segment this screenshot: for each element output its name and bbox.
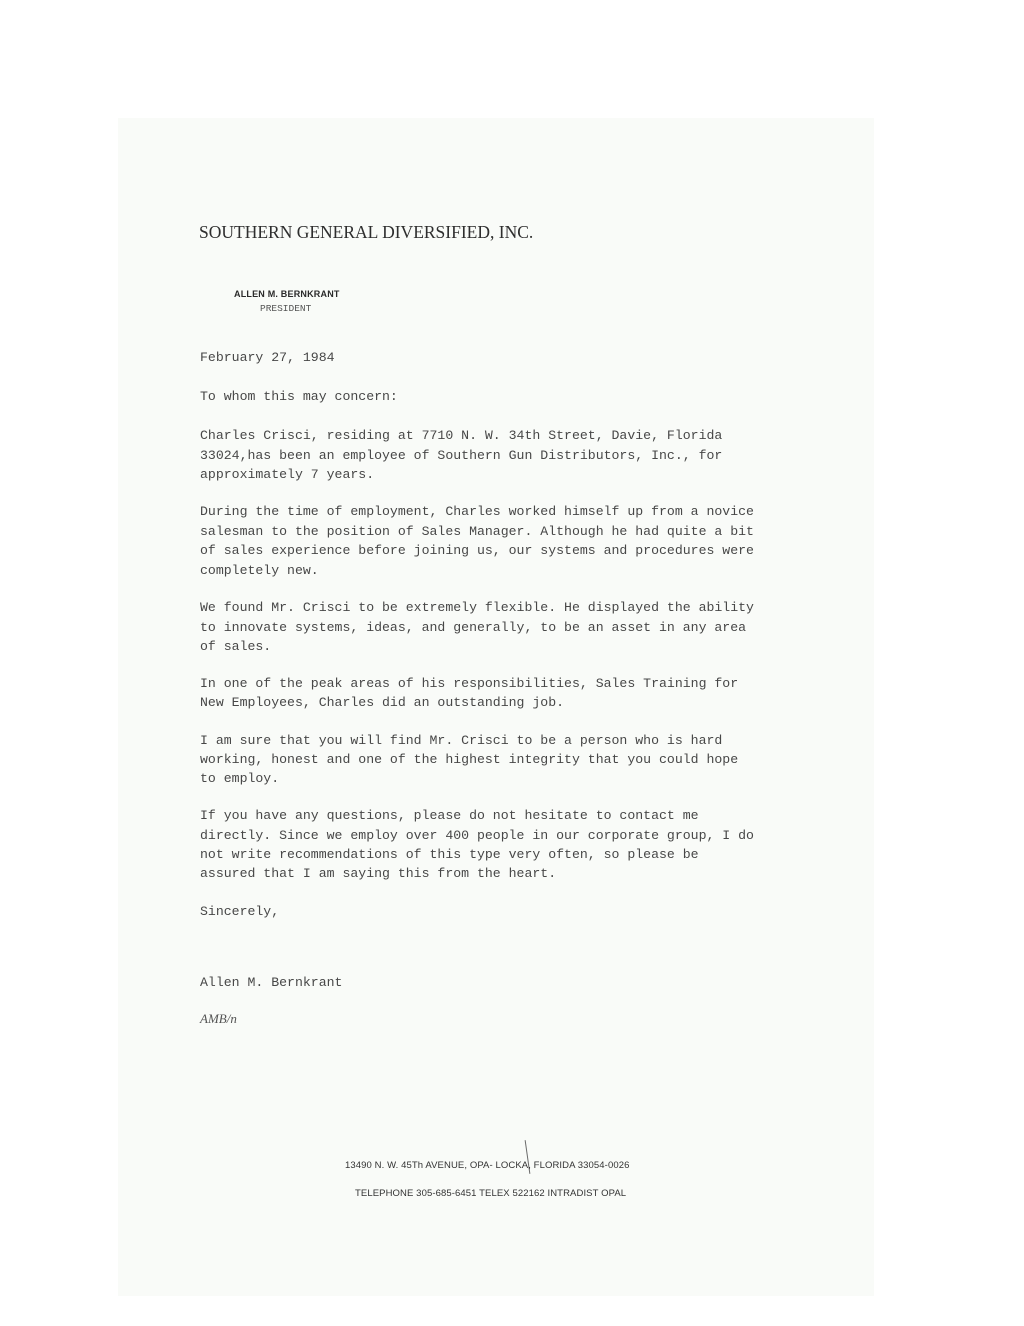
text-line: We found Mr. Crisci to be extremely flexible. He displayed the ability [200, 600, 754, 615]
text-line: I am sure that you will find Mr. Crisci to be a person who is hard [200, 733, 723, 748]
text-line: working, honest and one of the highest integrity that you could hope [200, 752, 739, 767]
footer-telephone: TELEPHONE 305-685-6451 TELEX 522162 INTRADIST OPAL [355, 1188, 627, 1199]
president-title: PRESIDENT [260, 303, 312, 314]
signature-name: Allen M. Bernkrant [200, 975, 343, 990]
closing: Sincerely, [200, 904, 280, 919]
text-line: of sales experience before joining us, our systems and procedures were [200, 543, 754, 558]
footer-address: 13490 N. W. 45Th AVENUE, OPA- LOCKA, FLORIDA 33054-0026 [345, 1160, 630, 1171]
text-line: approximately 7 years. [200, 467, 375, 482]
text-line: to employ. [200, 771, 280, 786]
typist-initials: AMB/n [200, 1011, 237, 1026]
text-line: If you have any questions, please do not hesitate to contact me [200, 808, 699, 823]
text-line: directly. Since we employ over 400 people in our corporate group, I do [200, 828, 754, 843]
text-line: New Employees, Charles did an outstanding job. [200, 695, 565, 710]
text-line: not write recommendations of this type very often, so please be [200, 847, 699, 862]
text-line: In one of the peak areas of his responsibilities, Sales Training for [200, 676, 739, 691]
text-line: assured that I am saying this from the heart. [200, 866, 557, 881]
text-line: to innovate systems, ideas, and generally, to be an asset in any area [200, 620, 747, 635]
text-line: 33024,has been an employee of Southern Gun Distributors, Inc., for [200, 448, 723, 463]
text-line: Charles Crisci, residing at 7710 N. W. 34th Street, Davie, Florida [200, 428, 723, 443]
text-line: During the time of employment, Charles worked himself up from a novice [200, 504, 754, 519]
text-line: of sales. [200, 639, 272, 654]
text-line: salesman to the position of Sales Manager. Although he had quite a bit [200, 524, 754, 539]
president-name: ALLEN M. BERNKRANT [234, 289, 340, 299]
letter-date: February 27, 1984 [200, 350, 335, 365]
text-line: completely new. [200, 563, 319, 578]
company-name: SOUTHERN GENERAL DIVERSIFIED, INC. [199, 222, 534, 242]
salutation: To whom this may concern: [200, 389, 398, 404]
